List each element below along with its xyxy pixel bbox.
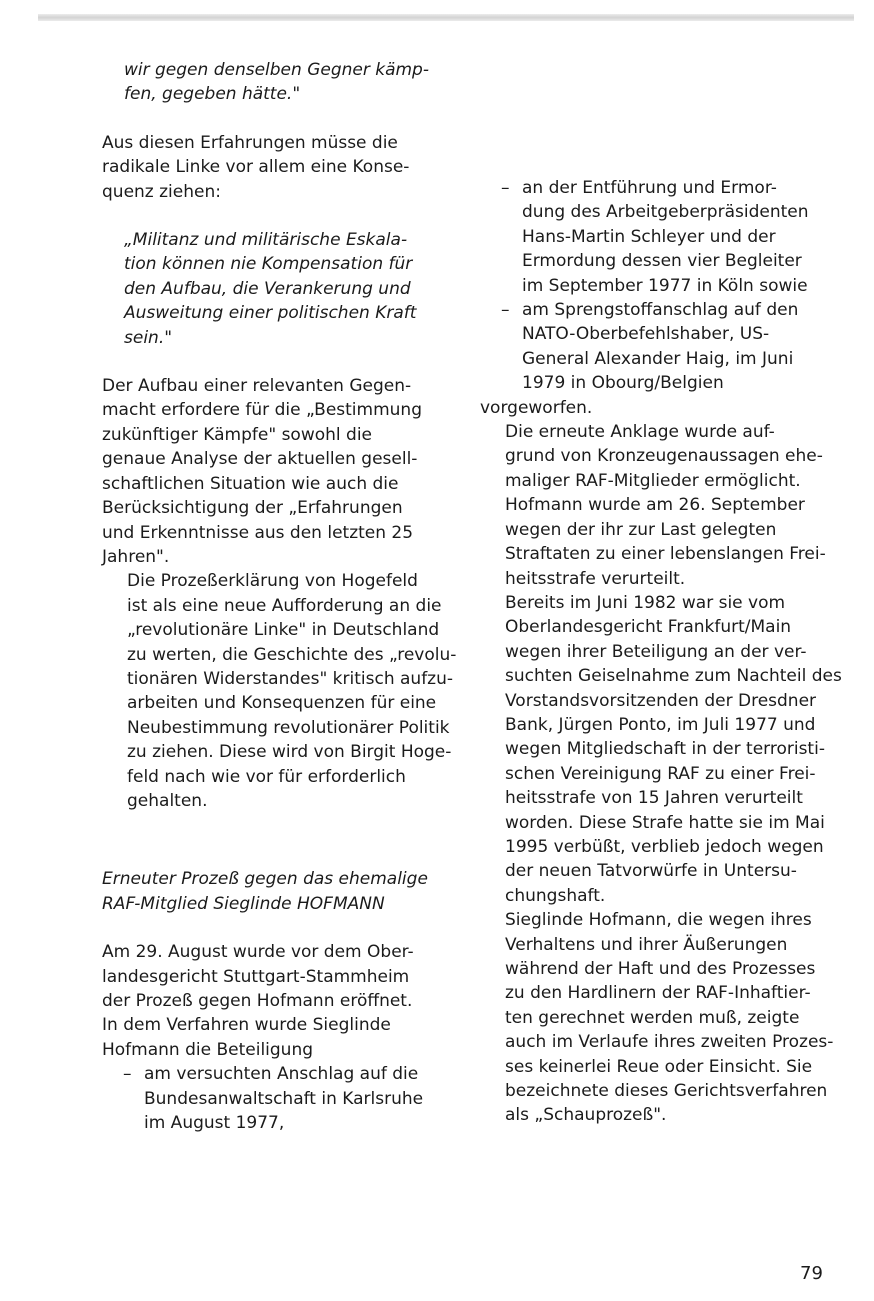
quote-ending: [124, 58, 462, 107]
text-line: Am 29. August wurde vor dem Ober-: [102, 942, 414, 963]
text-line: Oberlandesgericht Frankfurt/Main: [505, 617, 792, 638]
text-line: quenz ziehen:: [102, 181, 221, 202]
text-line: genaue Analyse der aktuellen gesell-: [102, 449, 418, 470]
text-line: Die Prozeßerklärung von Hogefeld: [127, 571, 418, 592]
text-line: dung des Arbeitgeberpräsidenten: [522, 202, 809, 223]
text-line: tion können nie Kompensation für: [124, 254, 413, 275]
text-line: wegen ihrer Beteiligung an der ver-: [505, 641, 807, 662]
text-line: Bereits im Juni 1982 war sie vom: [505, 592, 786, 613]
text-line: vorgeworfen.: [480, 397, 593, 418]
list-item-anschlag-bundesanwaltschaft: [123, 1062, 462, 1135]
text-line: „revolutionäre Linke" in Deutschland: [127, 620, 440, 641]
text-line: zu den Hardlinern der RAF-Inhaftier-: [505, 983, 811, 1004]
paragraph-juni-1982: [480, 591, 840, 908]
text-line: ist als eine neue Aufforderung an die: [127, 595, 442, 616]
text-line: Straftaten zu einer lebenslangen Frei-: [505, 544, 826, 565]
text-line: arbeiten und Konsequenzen für eine: [127, 693, 437, 714]
text-line: feld nach wie vor für erforderlich: [127, 766, 406, 787]
list-item-schleyer: [501, 176, 840, 298]
text-line: als „Schauprozeß".: [505, 1105, 667, 1126]
list-dash: –: [123, 1064, 132, 1085]
text-line: landesgericht Stuttgart-Stammheim: [102, 966, 410, 987]
text-line: und Erkenntnisse aus den letzten 25: [102, 522, 414, 543]
text-line: der Prozeß gegen Hofmann eröffnet.: [102, 991, 413, 1011]
text-line: Hans-Martin Schleyer und der: [522, 226, 776, 247]
text-line: tionären Widerstandes" kritisch aufzu-: [127, 668, 454, 689]
paragraph-hardliner: [480, 908, 840, 1128]
text-line-content: an der Entführung und Ermor-: [522, 178, 777, 198]
list-dash: –: [501, 178, 510, 198]
paragraph-erfahrungen: [102, 131, 462, 204]
text-line: gehalten.: [127, 790, 208, 811]
text-line: zu ziehen. Diese wird von Birgit Hoge-: [127, 742, 452, 763]
text-line: macht erfordere für die „Bestimmung: [102, 400, 422, 421]
text-line: im August 1977,: [144, 1113, 285, 1134]
text-line: [123, 1062, 462, 1086]
text-line: heitsstrafe verurteilt.: [505, 568, 686, 589]
section-heading: [102, 867, 462, 916]
paragraph-prozesserklaerung: [102, 569, 462, 813]
quote-militanz: [124, 228, 462, 350]
text-line: den Aufbau, die Verankerung und: [124, 278, 411, 299]
text-line: General Alexander Haig, im Juni: [522, 348, 794, 369]
text-line: Vorstandsvorsitzenden der Dresdner: [505, 690, 817, 711]
text-line: wegen Mitgliedschaft in der terroristi-: [505, 739, 825, 760]
text-line: auch im Verlaufe ihres zweiten Prozes-: [505, 1032, 834, 1053]
top-rule: [38, 14, 854, 21]
paragraph-anklage: [480, 420, 840, 591]
page-number: 79: [800, 1263, 823, 1284]
text-line: zukünftiger Kämpfe" sowohl die: [102, 424, 373, 445]
paragraph-gegenmacht: [102, 374, 462, 569]
text-line: Hofmann wurde am 26. September: [505, 495, 805, 516]
text-line: Neubestimmung revolutionärer Politik: [127, 717, 450, 738]
left-column: [102, 58, 462, 1135]
paragraph-prozess-eroeffnet: [102, 940, 462, 1062]
list-dash: –: [501, 300, 510, 321]
text-line: Hofmann die Beteiligung: [102, 1039, 314, 1060]
list-item-haig: [501, 298, 840, 396]
text-line: im September 1977 in Köln sowie: [522, 275, 808, 296]
text-line: Erneuter Prozeß gegen das ehemalige: [102, 869, 428, 890]
text-line: der neuen Tatvorwürfe in Untersu-: [505, 861, 797, 882]
text-line: fen, gegeben hätte.": [124, 84, 301, 105]
text-line: Bank, Jürgen Ponto, im Juli 1977 und: [505, 714, 816, 735]
text-line-content: am Sprengstoffanschlag auf den: [522, 300, 799, 321]
text-line: ses keinerlei Reue oder Einsicht. Sie: [505, 1056, 813, 1077]
text-line: NATO-Oberbefehlshaber, US-: [522, 324, 770, 345]
text-line: 1995 verbüßt, verblieb jedoch wegen: [505, 836, 824, 857]
text-line: 1979 in Obourg/Belgien: [522, 373, 724, 394]
text-line: Sieglinde Hofmann, die wegen ihres: [505, 910, 812, 931]
text-line: suchten Geiselnahme zum Nachteil des: [505, 666, 842, 687]
text-line: heitsstrafe von 15 Jahren verurteilt: [505, 788, 803, 809]
text-line: Aus diesen Erfahrungen müsse die: [102, 132, 398, 153]
text-line: ten gerechnet werden muß, zeigte: [505, 1007, 800, 1028]
text-line: maliger RAF-Mitglieder ermöglicht.: [505, 470, 801, 491]
text-line: wegen der ihr zur Last gelegten: [505, 519, 777, 540]
text-line: grund von Kronzeugenaussagen ehe-: [505, 446, 823, 467]
text-line: [501, 298, 840, 322]
text-line: wir gegen denselben Gegner kämp-: [124, 60, 429, 80]
text-line: In dem Verfahren wurde Sieglinde: [102, 1015, 391, 1036]
text-line-content: am versuchten Anschlag auf die: [144, 1064, 419, 1085]
text-line: worden. Diese Strafe hatte sie im Mai: [505, 812, 825, 833]
text-line: Ausweitung einer politischen Kraft: [124, 303, 417, 324]
text-line: bezeichnete dieses Gerichtsverfahren: [505, 1081, 828, 1102]
text-line: Die erneute Anklage wurde auf-: [505, 422, 775, 443]
text-line: Berücksichtigung der „Erfahrungen: [102, 498, 403, 519]
text-line: Der Aufbau einer relevanten Gegen-: [102, 376, 412, 397]
text-line: Ermordung dessen vier Begleiter: [522, 251, 802, 272]
text-line: Jahren".: [102, 546, 170, 567]
text-line: Bundesanwaltschaft in Karlsruhe: [144, 1088, 424, 1109]
text-line: „Militanz und militärische Eskala-: [124, 230, 408, 251]
text-line: chungshaft.: [505, 885, 606, 906]
paragraph-vorgeworfen: [480, 396, 840, 420]
text-line: während der Haft und des Prozesses: [505, 959, 816, 979]
text-line: RAF-Mitglied Sieglinde HOFMANN: [102, 893, 385, 914]
text-line: radikale Linke vor allem eine Konse-: [102, 157, 410, 178]
text-line: [501, 176, 840, 200]
text-line: schaftlichen Situation wie auch die: [102, 473, 399, 494]
text-line: sein.": [124, 327, 173, 348]
text-line: zu werten, die Geschichte des „revolu-: [127, 644, 457, 665]
text-line: Verhaltens und ihrer Äußerungen: [505, 934, 788, 955]
right-column: [480, 58, 840, 1128]
text-line: schen Vereinigung RAF zu einer Frei-: [505, 763, 816, 784]
